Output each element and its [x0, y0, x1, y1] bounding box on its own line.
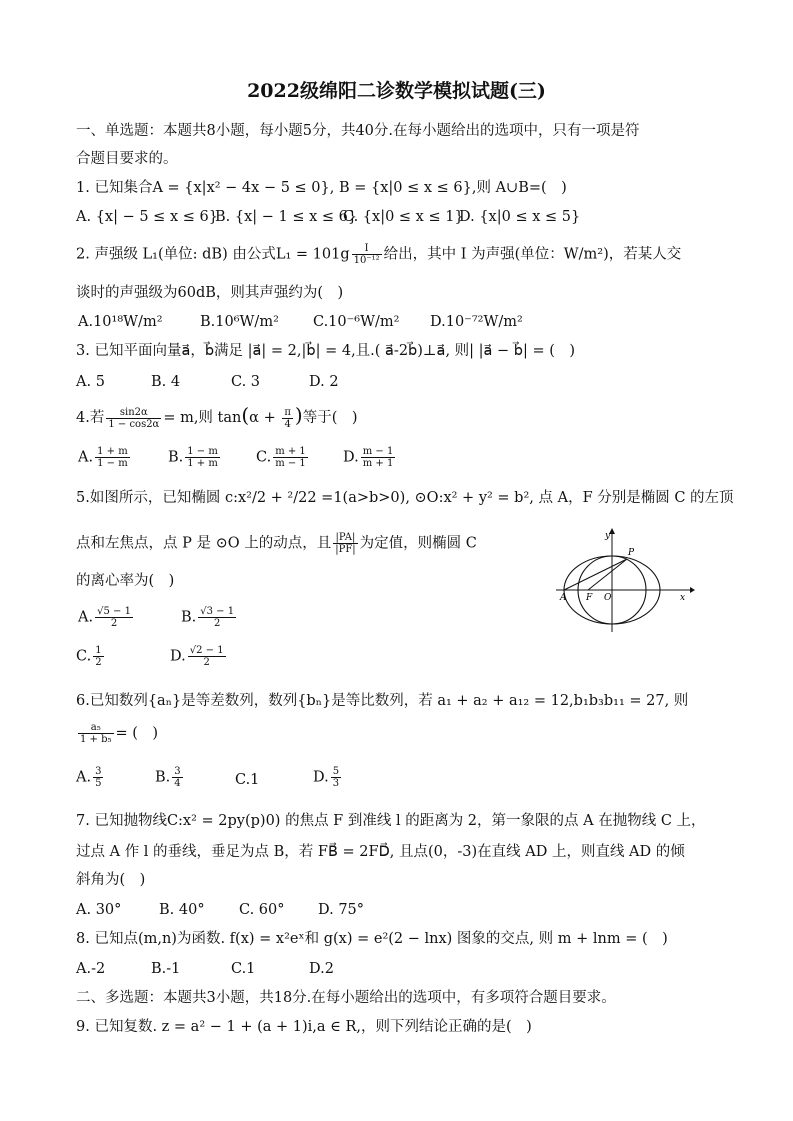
q6-frac-den: 1 + b₅	[80, 734, 112, 745]
q4-option-c-frac	[273, 446, 308, 469]
q4-lead: 4.若	[76, 410, 105, 426]
q4-pi-den: 4	[284, 418, 291, 430]
q5-option-c-frac	[93, 645, 103, 668]
q4-option-d-den: m + 1	[362, 458, 394, 469]
q8-option-c[interactable]: C.1	[231, 961, 256, 977]
q4-pi-num: π	[284, 406, 291, 418]
figure-segment-pf	[588, 559, 627, 590]
q5-line1: 5.如图所示，已知椭圆 c:x²/2 + ²/22 =1(a>b>0), ⊙O:x² + y² = b², 点 A，F 分别是椭圆 C 的左顶	[76, 490, 734, 506]
q6-option-d-frac	[331, 766, 341, 789]
q4-option-a-frac	[95, 446, 130, 469]
q4-option-d[interactable]	[343, 446, 397, 469]
figure-label-a: A	[560, 593, 567, 603]
q5-option-d[interactable]	[170, 645, 228, 668]
q9-stem: 9. 已知复数. z = a² − 1 + (a + 1)i,a ∈ R,，则下列结论正确的是( )	[76, 1019, 532, 1035]
q4-option-b-label: B.	[168, 449, 184, 466]
q3-option-d[interactable]: D. 2	[309, 374, 339, 390]
q6-option-a-num: 3	[95, 766, 102, 777]
q4-option-a-den: 1 − m	[97, 458, 128, 469]
section2-heading: 二、多选题：本题共3小题，共18分.在每小题给出的选项中，有多项符合题目要求。	[76, 990, 616, 1006]
q6-option-d-den: 3	[332, 778, 340, 789]
q1-option-c[interactable]: C. {x|0 ≤ x ≤ 1}	[343, 209, 464, 225]
q7-option-a[interactable]: A. 30°	[76, 902, 122, 918]
q6-line2	[76, 722, 158, 745]
q2-stem-line2: 谈时的声强级为60dB，则其声强约为( )	[76, 285, 344, 301]
q1-option-a[interactable]: A. {x| − 5 ≤ x ≤ 6}	[76, 209, 218, 225]
q5-line2	[76, 532, 477, 555]
q5-option-a-frac	[95, 606, 133, 629]
q5-option-c-label: C.	[76, 648, 92, 665]
q3-option-b[interactable]: B. 4	[151, 374, 181, 390]
q3-stem: 3. 已知平面向量a⃗，b⃗满足 |a⃗| = 2,|b⃗| = 4,且.( a⃗-2b⃗)⊥a⃗, 则| |a⃗ − b⃗| = ( )	[76, 343, 576, 359]
q4-pi-fraction	[282, 407, 293, 430]
q4-option-a[interactable]	[78, 446, 132, 469]
q6-option-b-den: 4	[174, 778, 181, 789]
q4-option-c-num: m + 1	[275, 446, 306, 457]
q5-option-d-frac	[188, 645, 226, 668]
q1-option-b[interactable]: B. {x| − 1 ≤ x ≤ 6}	[215, 209, 358, 225]
q6-line1: 6.已知数列{aₙ}是等差数列，数列{bₙ}是等比数列，若 a₁ + a₂ + a₁₂ = 12,b₁b₃b₁₁ = 27, 则	[76, 693, 689, 709]
q2-stem-b: 给出，其中 I 为声强(单位：W/m²)，若某人交	[383, 246, 682, 263]
q2-option-c[interactable]: C.10⁻⁶W/m²	[313, 314, 400, 330]
figure-label-x: x	[680, 593, 686, 603]
q6-option-d-label: D.	[313, 769, 329, 786]
q7-option-d[interactable]: D. 75°	[318, 902, 365, 918]
q4-option-b-den: 1 + m	[187, 458, 218, 469]
q6-option-b-num: 3	[174, 766, 181, 777]
q8-option-a[interactable]: A.-2	[76, 961, 106, 977]
q5-option-b-den: 2	[214, 618, 221, 629]
q5-ratio-num: |PA|	[333, 532, 357, 544]
q4-paren: α +	[249, 410, 281, 426]
q4-stem: 4.若 $\frac{\sin 2\alpha}{1 - \cos 2\alpha}$ = m,则 tan(α + $\frac{\pi}{4}$ )等于( )	[76, 403, 358, 430]
q6-option-d[interactable]	[313, 766, 343, 789]
q4-option-b-num: 1 − m	[187, 446, 218, 457]
q6-option-a-frac	[93, 766, 103, 789]
q5-option-a-label: A.	[78, 609, 94, 626]
q6-option-d-num: 5	[332, 766, 340, 777]
q2-option-b[interactable]: B.10⁶W/m²	[200, 314, 279, 330]
q5-option-b-num: √3 − 1	[200, 606, 235, 617]
figure-x-arrow	[690, 587, 695, 593]
q5-ellipse-figure	[548, 524, 698, 634]
q6-option-c[interactable]: C.1	[235, 772, 260, 788]
q6-option-a-label: A.	[76, 769, 92, 786]
q7-option-b[interactable]: B. 40°	[159, 902, 205, 918]
q5-option-b-label: B.	[181, 609, 197, 626]
q4-option-d-num: m − 1	[362, 446, 394, 457]
figure-segment-pa	[564, 559, 627, 590]
q8-option-b[interactable]: B.-1	[151, 961, 181, 977]
q5-option-a[interactable]	[78, 606, 135, 629]
q1-stem: 1. 已知集合A = {x|x² − 4x − 5 ≤ 0}, B = {x|0 ≤ x ≤ 6},则 A∪B=( )	[76, 180, 567, 196]
q6-option-a-den: 5	[95, 778, 102, 789]
q4-option-c[interactable]	[256, 446, 310, 469]
q5-option-b[interactable]	[181, 606, 238, 629]
q4-option-b[interactable]	[168, 446, 222, 469]
figure-label-f: F	[586, 593, 593, 603]
q6-fraction	[78, 722, 114, 745]
q2-fraction	[352, 243, 382, 266]
q6-frac-num: a₅	[78, 722, 114, 734]
q5-option-d-label: D.	[170, 648, 186, 665]
q5-option-a-den: 2	[110, 618, 118, 629]
q6-option-b-frac	[172, 766, 182, 789]
figure-label-y: y	[605, 531, 611, 541]
figure-label-p: P	[628, 548, 635, 558]
q5-option-d-num: √2 − 1	[189, 645, 224, 656]
q2-option-a[interactable]: A.10¹⁸W/m²	[78, 314, 163, 330]
q4-frac-num: sin2α	[106, 407, 161, 419]
q4-option-b-frac	[185, 446, 220, 469]
q6-option-b[interactable]	[155, 766, 185, 789]
q2-stem	[76, 243, 681, 266]
q5-option-d-den: 2	[203, 657, 210, 668]
q6-tail: = ( )	[115, 725, 159, 742]
q5-line3: 的离心率为( )	[76, 573, 175, 589]
q6-option-b-label: B.	[155, 769, 171, 786]
q7-line3: 斜角为( )	[76, 872, 146, 888]
q5-ratio-den: |PF|	[335, 544, 356, 555]
q4-option-a-label: A.	[78, 449, 94, 466]
q5-option-c[interactable]	[76, 645, 106, 668]
q4-frac-den: 1 − cos2α	[108, 418, 160, 430]
q5-ratio	[333, 532, 357, 555]
section1-heading-cont: 合题目要求的。	[76, 151, 178, 167]
q7-line2: 过点 A 作 l 的垂线，垂足为点 B，若 FB⃗ = 2FD⃗, 且点(0，-3)在直线 AD 上，则直线 AD 的倾	[76, 844, 685, 860]
q4-tail: 等于( )	[302, 410, 358, 426]
q6-option-a[interactable]	[76, 766, 105, 789]
q4-fraction	[106, 407, 161, 430]
q2-frac-num: I	[352, 243, 382, 255]
figure-label-o: O	[604, 593, 612, 603]
q5-line2a: 点和左焦点，点 P 是 ⊙O 上的动点，且	[76, 535, 332, 552]
q8-option-d[interactable]: D.2	[309, 961, 334, 977]
q4-option-d-label: D.	[343, 449, 359, 466]
q2-frac-den: 10⁻¹²	[353, 255, 380, 266]
q7-line1: 7. 已知抛物线C:x² = 2py(p)0) 的焦点 F 到准线 l 的距离为 2，第一象限的点 A 在抛物线 C 上，	[76, 813, 706, 829]
q5-option-c-num: 1	[95, 645, 102, 656]
q3-option-a[interactable]: A. 5	[76, 374, 105, 390]
q5-option-c-den: 2	[95, 657, 102, 668]
q8-stem: 8. 已知点(m,n)为函数. f(x) = x²eˣ和 g(x) = e²(2 − lnx) 图象的交点, 则 m + lnm = ( )	[76, 931, 668, 947]
q4-mid: = m,则 tan	[163, 410, 242, 426]
q5-option-a-num: √5 − 1	[97, 606, 131, 617]
section1-heading: 一、单选题：本题共8小题，每小题5分，共40分.在每小题给出的选项中，只有一项是符	[76, 123, 640, 139]
q5-option-b-frac	[198, 606, 236, 629]
q4-option-c-den: m − 1	[275, 458, 306, 469]
q2-option-d[interactable]: D.10⁻⁷²W/m²	[430, 314, 523, 330]
q1-option-d[interactable]: D. {x|0 ≤ x ≤ 5}	[459, 209, 581, 225]
page-title: 2022级绵阳二诊数学模拟试题(三)	[247, 80, 546, 102]
q5-line2b: 为定值，则椭圆 C	[359, 535, 477, 552]
q4-option-a-num: 1 + m	[97, 446, 128, 457]
q2-stem-a: 2. 声强级 L₁(单位: dB) 由公式L₁ = 101g	[76, 246, 350, 263]
q3-option-c[interactable]: C. 3	[231, 374, 261, 390]
q4-option-c-label: C.	[256, 449, 272, 466]
q4-option-d-frac	[361, 446, 396, 469]
q7-option-c[interactable]: C. 60°	[239, 902, 285, 918]
